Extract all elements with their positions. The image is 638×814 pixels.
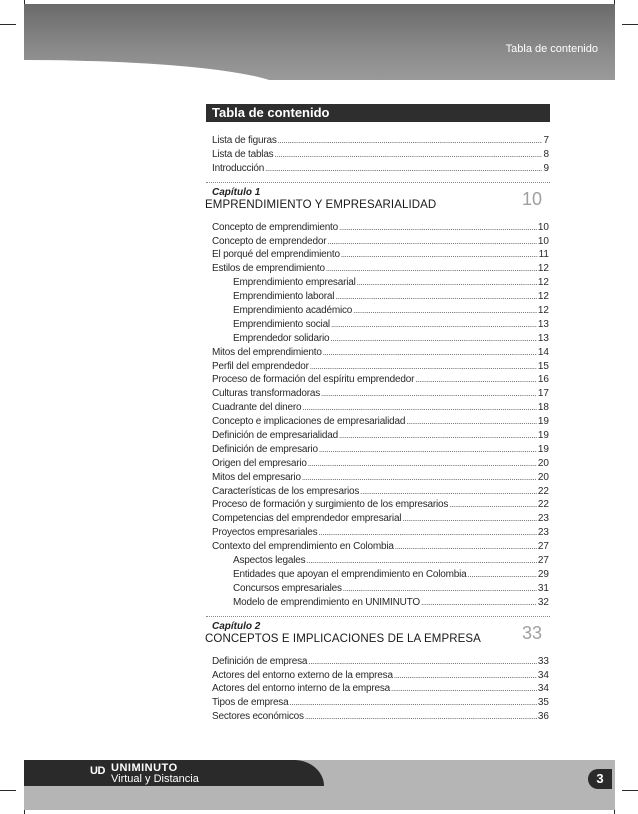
toc-entry[interactable] — [206, 373, 550, 387]
toc-entry[interactable] — [206, 669, 550, 683]
toc-entry-label: El porqué del emprendimiento — [212, 249, 340, 261]
toc-entry-label: Definición de empresarialidad — [212, 430, 338, 442]
toc-entry[interactable] — [206, 568, 550, 582]
toc-entry[interactable] — [206, 485, 550, 499]
toc-entry-page: 19 — [537, 430, 549, 442]
toc-dot-leader — [321, 387, 537, 401]
toc-dot-leader — [326, 262, 537, 276]
toc-entry-label: Emprendimiento académico — [233, 305, 353, 317]
toc-entry-page: 11 — [538, 249, 549, 261]
toc-dot-leader — [302, 471, 537, 485]
chapter-entry-list — [206, 221, 550, 610]
toc-entry-page: 14 — [537, 346, 549, 358]
toc-entry-page: 31 — [537, 582, 549, 594]
crop-mark — [622, 790, 638, 791]
toc-dot-leader — [406, 415, 537, 429]
toc-dot-leader — [265, 162, 542, 176]
toc-dot-leader — [421, 596, 537, 610]
toc-entry-label: Lista de figuras — [212, 135, 277, 146]
toc-entry[interactable] — [206, 346, 550, 360]
toc-entry-page: 12 — [537, 277, 549, 289]
toc-entry-label: Concepto de emprendedor — [212, 235, 327, 247]
table-of-contents — [206, 104, 550, 724]
toc-entry-page: 20 — [537, 457, 549, 469]
toc-entry-label: Concursos empresariales — [233, 582, 342, 594]
toc-entry[interactable] — [206, 415, 550, 429]
toc-entry[interactable] — [206, 526, 550, 540]
toc-entry-page: 16 — [537, 374, 549, 386]
toc-dot-leader — [341, 248, 538, 262]
toc-entry-label: Origen del empresario — [212, 457, 307, 469]
toc-entry-label: Actores del entorno externo de la empresa — [212, 669, 393, 681]
toc-entry-label: Aspectos legales — [233, 555, 306, 567]
toc-dot-leader — [360, 485, 537, 499]
toc-entry[interactable] — [206, 221, 550, 235]
toc-entry-label: Actores del entorno interno de la empresa — [212, 683, 391, 695]
toc-entry-page: 34 — [537, 683, 549, 695]
toc-dot-leader — [306, 554, 536, 568]
toc-entry[interactable] — [206, 582, 550, 596]
toc-entry-label: Emprendedor solidario — [233, 332, 330, 344]
toc-entry[interactable] — [206, 332, 550, 346]
toc-entry[interactable] — [206, 498, 550, 512]
toc-entry-page: 12 — [537, 263, 549, 275]
toc-dot-leader — [331, 318, 537, 332]
toc-entry-label: Sectores económicos — [212, 711, 304, 723]
toc-entry-page: 23 — [537, 527, 549, 539]
toc-entry-label: Concepto e implicaciones de empresarialidad — [212, 416, 406, 428]
toc-dot-leader — [394, 669, 537, 683]
chapter-heading — [206, 182, 550, 219]
toc-entry-label: Culturas transformadoras — [212, 388, 321, 400]
header-title: Tabla de contenido — [505, 43, 598, 55]
toc-entry-page: 13 — [537, 318, 549, 330]
toc-entry-page: 19 — [537, 443, 549, 455]
toc-entry[interactable] — [206, 304, 550, 318]
toc-dot-leader — [319, 443, 537, 457]
toc-entry-label: Proyectos empresariales — [212, 527, 318, 539]
toc-entry[interactable] — [206, 696, 550, 710]
toc-entry-label: Contexto del emprendimiento en Colombia — [212, 541, 394, 553]
toc-entry-page: 20 — [537, 471, 549, 483]
toc-entry-page: 10 — [537, 221, 549, 233]
toc-entry-label: Emprendimiento laboral — [233, 291, 335, 303]
toc-entry[interactable] — [206, 262, 550, 276]
toc-entry[interactable] — [206, 235, 550, 249]
toc-entry-label: Proceso de formación del espíritu emprendedor — [212, 374, 415, 386]
toc-chapters — [206, 182, 550, 724]
toc-entry[interactable] — [206, 290, 550, 304]
toc-entry-page: 10 — [537, 235, 549, 247]
chapter-page: 33 — [521, 622, 542, 643]
toc-dot-leader — [302, 401, 536, 415]
toc-entry-page: 17 — [537, 388, 549, 400]
toc-dot-leader — [305, 710, 537, 724]
toc-dot-leader — [339, 429, 537, 443]
toc-entry-page: 27 — [537, 541, 549, 553]
toc-dot-leader — [308, 655, 537, 669]
toc-entry-label: Modelo de emprendimiento en UNIMINUTO — [233, 596, 420, 608]
toc-dot-leader — [353, 304, 537, 318]
toc-entry-label: Cuadrante del dinero — [212, 402, 302, 414]
toc-entry-label: Introducción — [212, 162, 265, 174]
toc-dot-leader — [323, 346, 537, 360]
toc-entry-label: Mitos del empresario — [212, 471, 301, 483]
toc-dot-leader — [278, 134, 543, 148]
toc-entry-page: 33 — [537, 655, 549, 667]
toc-entry-page: 19 — [537, 416, 549, 428]
toc-dot-leader — [289, 696, 536, 710]
chapter-entry-list — [206, 655, 550, 724]
toc-dot-leader — [402, 512, 537, 526]
crop-mark — [622, 24, 638, 25]
toc-dot-leader — [449, 498, 537, 512]
toc-entry-label: Concepto de emprendimiento — [212, 221, 338, 233]
toc-entry[interactable] — [206, 596, 550, 610]
toc-dot-leader — [310, 360, 537, 374]
toc-entry-page: 8 — [543, 148, 549, 160]
toc-entry[interactable] — [206, 248, 550, 262]
toc-entry[interactable] — [206, 318, 550, 332]
toc-dot-leader — [308, 457, 537, 471]
toc-heading: Tabla de contenido — [206, 104, 550, 122]
crop-mark — [0, 790, 16, 791]
toc-entry-label: Perfil del emprendedor — [212, 360, 309, 372]
toc-entry[interactable] — [206, 429, 550, 443]
toc-entry-page: 29 — [537, 568, 549, 580]
toc-entry-label: Definición de empresario — [212, 443, 318, 455]
toc-entry-page: 36 — [537, 711, 549, 723]
toc-entry[interactable] — [206, 401, 550, 415]
uniminuto-logo-icon: UD — [90, 765, 105, 777]
toc-entry[interactable] — [206, 682, 550, 696]
toc-entry[interactable] — [206, 554, 550, 568]
toc-entry-page: 22 — [537, 499, 549, 511]
toc-dot-leader — [395, 540, 537, 554]
toc-dot-leader — [275, 148, 543, 162]
toc-entry[interactable] — [206, 471, 550, 485]
toc-entry-page: 7 — [543, 135, 549, 146]
chapter-title: CONCEPTOS E IMPLICACIONES DE LA EMPRESA — [205, 632, 481, 645]
toc-entry[interactable] — [206, 443, 550, 457]
toc-entry-page: 32 — [537, 596, 549, 608]
toc-dot-leader — [335, 290, 537, 304]
chapter-page: 10 — [521, 188, 542, 209]
toc-entry[interactable] — [206, 360, 550, 374]
toc-entry[interactable] — [206, 655, 550, 669]
crop-mark — [0, 24, 16, 25]
toc-entry-label: Tipos de empresa — [212, 697, 289, 709]
page-number: 3 — [588, 769, 612, 789]
toc-dot-leader — [415, 373, 537, 387]
chapter-title: EMPRENDIMIENTO Y EMPRESARIALIDAD — [205, 198, 437, 211]
toc-dot-leader — [343, 582, 537, 596]
toc-entry-page: 9 — [543, 162, 549, 174]
logo-name: UNIMINUTO — [111, 762, 178, 774]
toc-entry-page: 22 — [537, 485, 549, 497]
toc-dot-leader — [318, 526, 536, 540]
chapter-heading — [206, 616, 550, 653]
toc-entry-label: Proceso de formación y surgimiento de los empresarios — [212, 499, 449, 511]
toc-entry-page: 34 — [537, 669, 549, 681]
toc-intro-list — [206, 134, 550, 176]
chapter-label: Capítulo 2 — [212, 620, 261, 632]
logo-subtitle: Virtual y Distancia — [111, 773, 199, 785]
toc-entry-page: 12 — [537, 305, 549, 317]
toc-entry-label: Competencias del emprendedor empresarial — [212, 513, 402, 525]
toc-dot-leader — [357, 276, 537, 290]
toc-dot-leader — [468, 568, 537, 582]
toc-entry-label: Emprendimiento social — [233, 318, 330, 330]
toc-entry[interactable] — [206, 512, 550, 526]
toc-entry-label: Características de los empresarios — [212, 485, 360, 497]
toc-entry-label: Mitos del emprendimiento — [212, 346, 322, 358]
toc-dot-leader — [391, 682, 537, 696]
toc-entry[interactable] — [206, 276, 550, 290]
toc-entry-page: 18 — [537, 402, 549, 414]
toc-dot-leader — [339, 221, 537, 235]
toc-entry-page: 12 — [537, 291, 549, 303]
toc-entry-label: Entidades que apoyan el emprendimiento en Colombia — [233, 568, 467, 580]
toc-entry[interactable] — [206, 134, 550, 148]
toc-entry[interactable] — [206, 710, 550, 724]
toc-entry-page: 15 — [537, 360, 549, 372]
toc-entry-page: 27 — [537, 555, 549, 567]
toc-entry-page: 13 — [537, 332, 549, 344]
toc-entry[interactable] — [206, 540, 550, 554]
toc-entry[interactable] — [206, 387, 550, 401]
toc-entry-label: Emprendimiento empresarial — [233, 277, 356, 289]
toc-entry-label: Lista de tablas — [212, 148, 274, 160]
toc-entry-page: 35 — [537, 697, 549, 709]
toc-entry-label: Definición de empresa — [212, 655, 308, 667]
toc-dot-leader — [327, 235, 537, 249]
toc-entry[interactable] — [206, 148, 550, 162]
chapter-label: Capítulo 1 — [212, 186, 261, 198]
toc-entry[interactable] — [206, 162, 550, 176]
toc-entry-page: 23 — [537, 513, 549, 525]
toc-entry-label: Estilos de emprendimiento — [212, 263, 325, 275]
toc-dot-leader — [330, 332, 536, 346]
toc-entry[interactable] — [206, 457, 550, 471]
